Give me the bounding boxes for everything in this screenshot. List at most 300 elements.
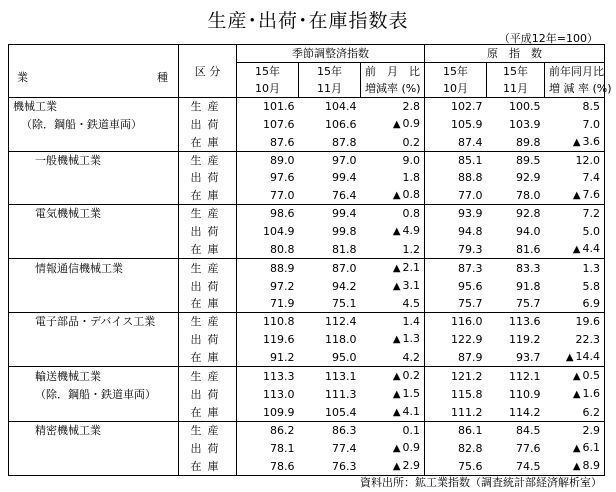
header-s10-year: 15年 — [237, 63, 299, 81]
mom-change-cell-value: 1.5 — [402, 387, 421, 400]
seasonal-nov-cell — [299, 98, 361, 116]
original-nov-cell-value: 74.5 — [516, 459, 541, 473]
original-oct-cell-value: 116.0 — [451, 315, 483, 328]
seasonal-nov-cell-value: 95.0 — [332, 350, 357, 364]
header-o10-year: 15年 — [425, 63, 487, 81]
industry-name-blank — [9, 330, 179, 348]
original-oct-cell-value: 95.6 — [458, 279, 483, 293]
original-oct-cell-value: 87.3 — [458, 261, 483, 275]
seasonal-nov-cell — [299, 152, 361, 170]
seasonal-oct-cell-value: 71.9 — [270, 297, 295, 310]
original-nov-cell — [487, 222, 545, 240]
category-cell: 在庫 — [179, 186, 237, 205]
category-cell: 出荷 — [179, 385, 237, 403]
original-oct-cell — [425, 98, 487, 116]
original-oct-cell — [425, 259, 487, 278]
index-table — [8, 44, 612, 476]
yoy-change-cell — [545, 348, 605, 367]
industry-name-blank — [9, 133, 179, 152]
seasonal-nov-cell-value: 104.4 — [325, 100, 357, 113]
seasonal-oct-cell-value: 91.2 — [270, 350, 295, 364]
decrease-triangle-icon: ▲ — [392, 119, 401, 130]
seasonal-nov-cell-value: 86.3 — [332, 424, 357, 437]
industry-name-blank — [9, 439, 179, 457]
mom-change-cell-value: 1.8 — [402, 171, 421, 184]
header-o10-month: 10月 — [425, 80, 487, 98]
mom-change-cell-value: 4.5 — [402, 297, 421, 310]
yoy-change-cell — [545, 205, 605, 223]
seasonal-oct-cell-value: 78.6 — [270, 459, 295, 473]
yoy-change-cell — [545, 457, 605, 476]
yoy-change-cell — [545, 330, 605, 348]
original-oct-cell-value: 77.0 — [458, 188, 483, 202]
original-nov-cell-value: 81.6 — [516, 242, 541, 256]
header-yoy-2: 増 減 率 (%) — [545, 80, 605, 98]
table-row — [9, 422, 605, 440]
decrease-triangle-icon: ▲ — [392, 226, 401, 237]
yoy-change-cell-value: 12.0 — [575, 154, 601, 167]
decrease-triangle-icon: ▲ — [392, 334, 401, 345]
category-cell: 生産 — [179, 98, 237, 116]
mom-change-cell — [361, 205, 425, 223]
seasonal-oct-cell — [237, 403, 299, 422]
category-cell: 生産 — [179, 313, 237, 331]
seasonal-nov-cell-value: 99.4 — [332, 207, 357, 220]
category-cell: 在庫 — [179, 348, 237, 367]
industry-name: 情報通信機械工業 — [9, 259, 179, 278]
original-oct-cell-value: 86.1 — [458, 424, 483, 437]
original-oct-cell-value: 121.2 — [451, 369, 483, 383]
seasonal-nov-cell-value: 77.4 — [332, 441, 357, 455]
seasonal-nov-cell-value: 106.6 — [325, 117, 357, 131]
original-nov-cell-value: 93.7 — [516, 350, 541, 364]
source-note: 資料出所：鉱工業指数（調査統計部経済解析室） — [360, 476, 602, 489]
mom-change-cell-value: 0.9 — [402, 117, 421, 130]
seasonal-nov-cell — [299, 457, 361, 476]
original-nov-cell — [487, 330, 545, 348]
original-nov-cell-value: 114.2 — [509, 405, 541, 419]
mom-change-cell — [361, 222, 425, 240]
seasonal-oct-cell — [237, 385, 299, 403]
original-nov-cell-value: 84.5 — [516, 424, 541, 437]
decrease-triangle-icon: ▲ — [392, 407, 401, 418]
table-row — [9, 169, 605, 186]
yoy-change-cell — [545, 152, 605, 170]
table-row — [9, 295, 605, 313]
original-oct-cell — [425, 367, 487, 386]
mom-change-cell-value: 1.3 — [402, 332, 421, 345]
category-cell: 生産 — [179, 367, 237, 386]
original-oct-cell-value: 102.7 — [451, 100, 483, 113]
original-nov-cell-value: 92.9 — [516, 171, 541, 184]
mom-change-cell — [361, 348, 425, 367]
table-row — [9, 186, 605, 205]
industry-name: 精密機械工業 — [9, 422, 179, 440]
table-row — [9, 222, 605, 240]
mom-change-cell-value: 1.4 — [402, 315, 421, 328]
yoy-change-cell-value: 6.9 — [582, 297, 601, 310]
table-row — [9, 205, 605, 223]
header-o11-month: 11月 — [487, 80, 545, 98]
industry-name-blank — [9, 295, 179, 313]
mom-change-cell — [361, 457, 425, 476]
mom-change-cell — [361, 133, 425, 152]
original-oct-cell — [425, 330, 487, 348]
yoy-change-cell — [545, 403, 605, 422]
industry-name-blank — [9, 348, 179, 367]
industry-name: 輸送機械工業 — [9, 367, 179, 386]
header-s11-month: 11月 — [299, 80, 361, 98]
decrease-triangle-icon: ▲ — [572, 244, 581, 255]
seasonal-oct-cell — [237, 240, 299, 259]
industry-name-blank — [9, 403, 179, 422]
decrease-triangle-icon: ▲ — [572, 443, 581, 454]
original-nov-cell — [487, 403, 545, 422]
original-oct-cell — [425, 439, 487, 457]
header-industry-a: 業 — [17, 71, 28, 84]
header-s10-month: 10月 — [237, 80, 299, 98]
mom-change-cell-value: 0.8 — [402, 188, 421, 201]
original-nov-cell — [487, 457, 545, 476]
seasonal-nov-cell-value: 112.4 — [325, 315, 357, 328]
table-row — [9, 457, 605, 476]
original-oct-cell — [425, 348, 487, 367]
industry-name: 機械工業 — [9, 98, 179, 116]
mom-change-cell — [361, 385, 425, 403]
original-oct-cell-value: 87.9 — [458, 350, 483, 364]
header-industry — [9, 45, 179, 98]
mom-change-cell-value: 4.2 — [402, 350, 421, 364]
mom-change-cell — [361, 259, 425, 278]
seasonal-nov-cell-value: 97.0 — [332, 154, 357, 167]
yoy-change-cell-value: 0.5 — [582, 369, 601, 382]
header-seasonal: 季節調整済指数 — [237, 45, 425, 63]
mom-change-cell — [361, 186, 425, 205]
decrease-triangle-icon: ▲ — [392, 190, 401, 201]
table-row — [9, 439, 605, 457]
original-nov-cell-value: 103.9 — [509, 117, 541, 131]
seasonal-nov-cell-value: 76.4 — [332, 188, 357, 202]
yoy-change-cell — [545, 115, 605, 133]
original-nov-cell — [487, 152, 545, 170]
original-nov-cell-value: 113.6 — [509, 315, 541, 328]
yoy-change-cell — [545, 169, 605, 186]
yoy-change-cell — [545, 240, 605, 259]
table-row — [9, 152, 605, 170]
base-year-note: （平成12年=100） — [498, 32, 598, 45]
original-nov-cell-value: 83.3 — [516, 261, 541, 275]
original-oct-cell — [425, 186, 487, 205]
yoy-change-cell — [545, 98, 605, 116]
original-nov-cell — [487, 422, 545, 440]
table-row — [9, 133, 605, 152]
seasonal-oct-cell-value: 97.6 — [270, 171, 295, 184]
seasonal-oct-cell-value: 113.0 — [263, 387, 295, 401]
mom-change-cell — [361, 115, 425, 133]
original-nov-cell — [487, 295, 545, 313]
yoy-change-cell-value: 7.0 — [582, 117, 601, 131]
table-row — [9, 403, 605, 422]
original-oct-cell — [425, 240, 487, 259]
industry-subname: （除．鋼船・鉄道車両） — [9, 385, 179, 403]
seasonal-nov-cell-value: 94.2 — [332, 279, 357, 293]
seasonal-oct-cell — [237, 330, 299, 348]
seasonal-oct-cell — [237, 457, 299, 476]
original-oct-cell — [425, 115, 487, 133]
seasonal-oct-cell — [237, 348, 299, 367]
header-category: 区 分 — [179, 45, 237, 98]
industry-name: 一般機械工業 — [9, 152, 179, 170]
seasonal-nov-cell — [299, 367, 361, 386]
header-mom-2: 増減率 (%) — [361, 80, 425, 98]
decrease-triangle-icon: ▲ — [392, 263, 401, 274]
seasonal-nov-cell-value: 87.8 — [332, 135, 357, 149]
original-oct-cell-value: 79.3 — [458, 242, 483, 256]
original-oct-cell-value: 122.9 — [451, 332, 483, 346]
seasonal-nov-cell — [299, 205, 361, 223]
seasonal-nov-cell-value: 76.3 — [332, 459, 357, 473]
yoy-change-cell-value: 7.4 — [582, 171, 601, 184]
original-nov-cell-value: 112.1 — [509, 369, 541, 383]
yoy-change-cell-value: 6.1 — [582, 441, 601, 454]
header-mom-1: 前 月 比 — [361, 63, 425, 81]
yoy-change-cell-value: 7.2 — [582, 207, 601, 220]
yoy-change-cell-value: 8.5 — [582, 100, 601, 113]
yoy-change-cell-value: 4.4 — [582, 242, 601, 255]
mom-change-cell — [361, 422, 425, 440]
decrease-triangle-icon: ▲ — [565, 352, 574, 363]
mom-change-cell — [361, 277, 425, 295]
decrease-triangle-icon: ▲ — [392, 389, 401, 400]
header-industry-b: 種 — [157, 71, 168, 84]
seasonal-oct-cell — [237, 222, 299, 240]
category-cell: 出荷 — [179, 115, 237, 133]
decrease-triangle-icon: ▲ — [392, 281, 401, 292]
mom-change-cell-value: 4.9 — [402, 224, 421, 237]
industry-name-blank — [9, 240, 179, 259]
seasonal-nov-cell — [299, 222, 361, 240]
decrease-triangle-icon: ▲ — [392, 461, 401, 472]
yoy-change-cell-value: 7.6 — [582, 188, 601, 201]
seasonal-oct-cell-value: 104.9 — [263, 224, 295, 238]
seasonal-oct-cell — [237, 133, 299, 152]
table-row — [9, 385, 605, 403]
yoy-change-cell-value: 19.6 — [575, 315, 601, 328]
original-nov-cell-value: 94.0 — [516, 224, 541, 238]
seasonal-oct-cell-value: 110.8 — [263, 315, 295, 328]
seasonal-nov-cell — [299, 403, 361, 422]
industry-name: 電気機械工業 — [9, 205, 179, 223]
original-oct-cell — [425, 205, 487, 223]
original-oct-cell-value: 88.8 — [458, 171, 483, 184]
seasonal-nov-cell — [299, 439, 361, 457]
mom-change-cell-value: 0.8 — [402, 207, 421, 220]
original-oct-cell — [425, 133, 487, 152]
seasonal-nov-cell — [299, 169, 361, 186]
yoy-change-cell — [545, 259, 605, 278]
seasonal-oct-cell-value: 77.0 — [270, 188, 295, 202]
seasonal-oct-cell-value: 101.6 — [263, 100, 295, 113]
seasonal-oct-cell — [237, 295, 299, 313]
category-cell: 出荷 — [179, 222, 237, 240]
original-nov-cell — [487, 348, 545, 367]
yoy-change-cell — [545, 133, 605, 152]
seasonal-nov-cell-value: 75.1 — [332, 297, 357, 310]
seasonal-oct-cell — [237, 205, 299, 223]
seasonal-nov-cell — [299, 422, 361, 440]
original-nov-cell — [487, 277, 545, 295]
decrease-triangle-icon: ▲ — [392, 371, 401, 382]
table-row — [9, 98, 605, 116]
seasonal-nov-cell-value: 99.4 — [332, 171, 357, 184]
seasonal-oct-cell-value: 97.2 — [270, 279, 295, 293]
category-cell: 出荷 — [179, 169, 237, 186]
decrease-triangle-icon: ▲ — [572, 461, 581, 472]
seasonal-nov-cell-value: 111.3 — [325, 387, 357, 401]
category-cell: 出荷 — [179, 277, 237, 295]
mom-change-cell — [361, 295, 425, 313]
original-nov-cell — [487, 205, 545, 223]
header-s11-year: 15年 — [299, 63, 361, 81]
seasonal-nov-cell-value: 99.8 — [332, 224, 357, 238]
original-oct-cell — [425, 403, 487, 422]
table-row — [9, 259, 605, 278]
original-oct-cell — [425, 152, 487, 170]
yoy-change-cell — [545, 367, 605, 386]
original-oct-cell-value: 87.4 — [458, 135, 483, 149]
original-oct-cell — [425, 277, 487, 295]
original-nov-cell — [487, 133, 545, 152]
yoy-change-cell-value: 1.6 — [582, 387, 601, 400]
seasonal-nov-cell — [299, 295, 361, 313]
industry-name-blank — [9, 186, 179, 205]
mom-change-cell-value: 2.8 — [402, 100, 421, 113]
category-cell: 生産 — [179, 152, 237, 170]
table-title: 生産･出荷･在庫指数表 — [207, 10, 409, 32]
yoy-change-cell-value: 22.3 — [575, 332, 601, 346]
original-nov-cell-value: 89.5 — [516, 154, 541, 167]
yoy-change-cell-value: 5.0 — [582, 224, 601, 238]
original-nov-cell — [487, 186, 545, 205]
yoy-change-cell-value: 2.9 — [582, 424, 601, 437]
yoy-change-cell — [545, 186, 605, 205]
seasonal-oct-cell — [237, 98, 299, 116]
yoy-change-cell-value: 8.9 — [582, 459, 601, 472]
mom-change-cell — [361, 169, 425, 186]
original-nov-cell — [487, 115, 545, 133]
yoy-change-cell-value: 3.6 — [582, 135, 601, 148]
yoy-change-cell — [545, 295, 605, 313]
seasonal-nov-cell-value: 105.4 — [325, 405, 357, 419]
yoy-change-cell — [545, 277, 605, 295]
seasonal-nov-cell-value: 81.8 — [332, 242, 357, 256]
seasonal-oct-cell-value: 107.6 — [263, 117, 295, 131]
industry-name-blank — [9, 457, 179, 476]
original-oct-cell-value: 111.2 — [451, 405, 483, 419]
seasonal-oct-cell — [237, 422, 299, 440]
original-nov-cell-value: 89.8 — [516, 135, 541, 149]
seasonal-oct-cell-value: 86.2 — [270, 424, 295, 437]
table-row — [9, 367, 605, 386]
mom-change-cell — [361, 313, 425, 331]
mom-change-cell — [361, 367, 425, 386]
seasonal-nov-cell — [299, 186, 361, 205]
mom-change-cell-value: 0.1 — [402, 424, 421, 437]
seasonal-oct-cell-value: 87.6 — [270, 135, 295, 149]
seasonal-oct-cell-value: 98.6 — [270, 207, 295, 220]
header-o11-year: 15年 — [487, 63, 545, 81]
industry-subname: （除．鋼船・鉄道車両） — [9, 115, 179, 133]
table-row — [9, 240, 605, 259]
yoy-change-cell — [545, 313, 605, 331]
mom-change-cell — [361, 98, 425, 116]
original-nov-cell-value: 78.0 — [516, 188, 541, 202]
decrease-triangle-icon: ▲ — [392, 443, 401, 454]
original-oct-cell — [425, 222, 487, 240]
seasonal-oct-cell-value: 109.9 — [263, 405, 295, 419]
original-oct-cell-value: 82.8 — [458, 441, 483, 455]
original-oct-cell-value: 105.9 — [451, 117, 483, 131]
seasonal-oct-cell-value: 88.9 — [270, 261, 295, 275]
original-oct-cell-value: 115.8 — [451, 387, 483, 401]
original-nov-cell-value: 100.5 — [509, 100, 541, 113]
original-nov-cell-value: 92.8 — [516, 207, 541, 220]
seasonal-nov-cell — [299, 348, 361, 367]
mom-change-cell — [361, 330, 425, 348]
original-nov-cell — [487, 98, 545, 116]
yoy-change-cell-value: 14.4 — [575, 350, 601, 363]
mom-change-cell-value: 1.2 — [402, 242, 421, 256]
seasonal-nov-cell-value: 87.0 — [332, 261, 357, 275]
original-nov-cell — [487, 367, 545, 386]
category-cell: 生産 — [179, 422, 237, 440]
original-oct-cell — [425, 169, 487, 186]
category-cell: 出荷 — [179, 330, 237, 348]
yoy-change-cell-value: 6.2 — [582, 405, 601, 419]
seasonal-oct-cell — [237, 152, 299, 170]
seasonal-nov-cell-value: 113.1 — [325, 369, 357, 383]
table-body — [9, 98, 605, 476]
seasonal-oct-cell-value: 80.8 — [270, 242, 295, 256]
original-oct-cell-value: 75.7 — [458, 297, 483, 310]
seasonal-nov-cell — [299, 330, 361, 348]
industry-name-blank — [9, 277, 179, 295]
seasonal-oct-cell-value: 89.0 — [270, 154, 295, 167]
original-nov-cell-value: 77.6 — [516, 441, 541, 455]
mom-change-cell-value: 2.1 — [402, 261, 421, 274]
seasonal-oct-cell-value: 113.3 — [263, 369, 295, 383]
header-yoy-1: 前年同月比 — [545, 63, 605, 81]
seasonal-nov-cell — [299, 277, 361, 295]
seasonal-oct-cell-value: 119.6 — [263, 332, 295, 346]
category-cell: 在庫 — [179, 240, 237, 259]
seasonal-oct-cell — [237, 313, 299, 331]
seasonal-oct-cell — [237, 439, 299, 457]
mom-change-cell-value: 0.2 — [402, 135, 421, 149]
original-oct-cell-value: 85.1 — [458, 154, 483, 167]
yoy-change-cell — [545, 222, 605, 240]
original-oct-cell — [425, 313, 487, 331]
header-original: 原 指 数 — [425, 45, 605, 63]
mom-change-cell-value: 3.1 — [402, 279, 421, 292]
original-nov-cell — [487, 385, 545, 403]
original-nov-cell — [487, 259, 545, 278]
mom-change-cell-value: 2.9 — [402, 459, 421, 472]
yoy-change-cell — [545, 439, 605, 457]
original-nov-cell-value: 91.8 — [516, 279, 541, 293]
original-oct-cell — [425, 295, 487, 313]
yoy-change-cell-value: 1.3 — [582, 261, 601, 275]
